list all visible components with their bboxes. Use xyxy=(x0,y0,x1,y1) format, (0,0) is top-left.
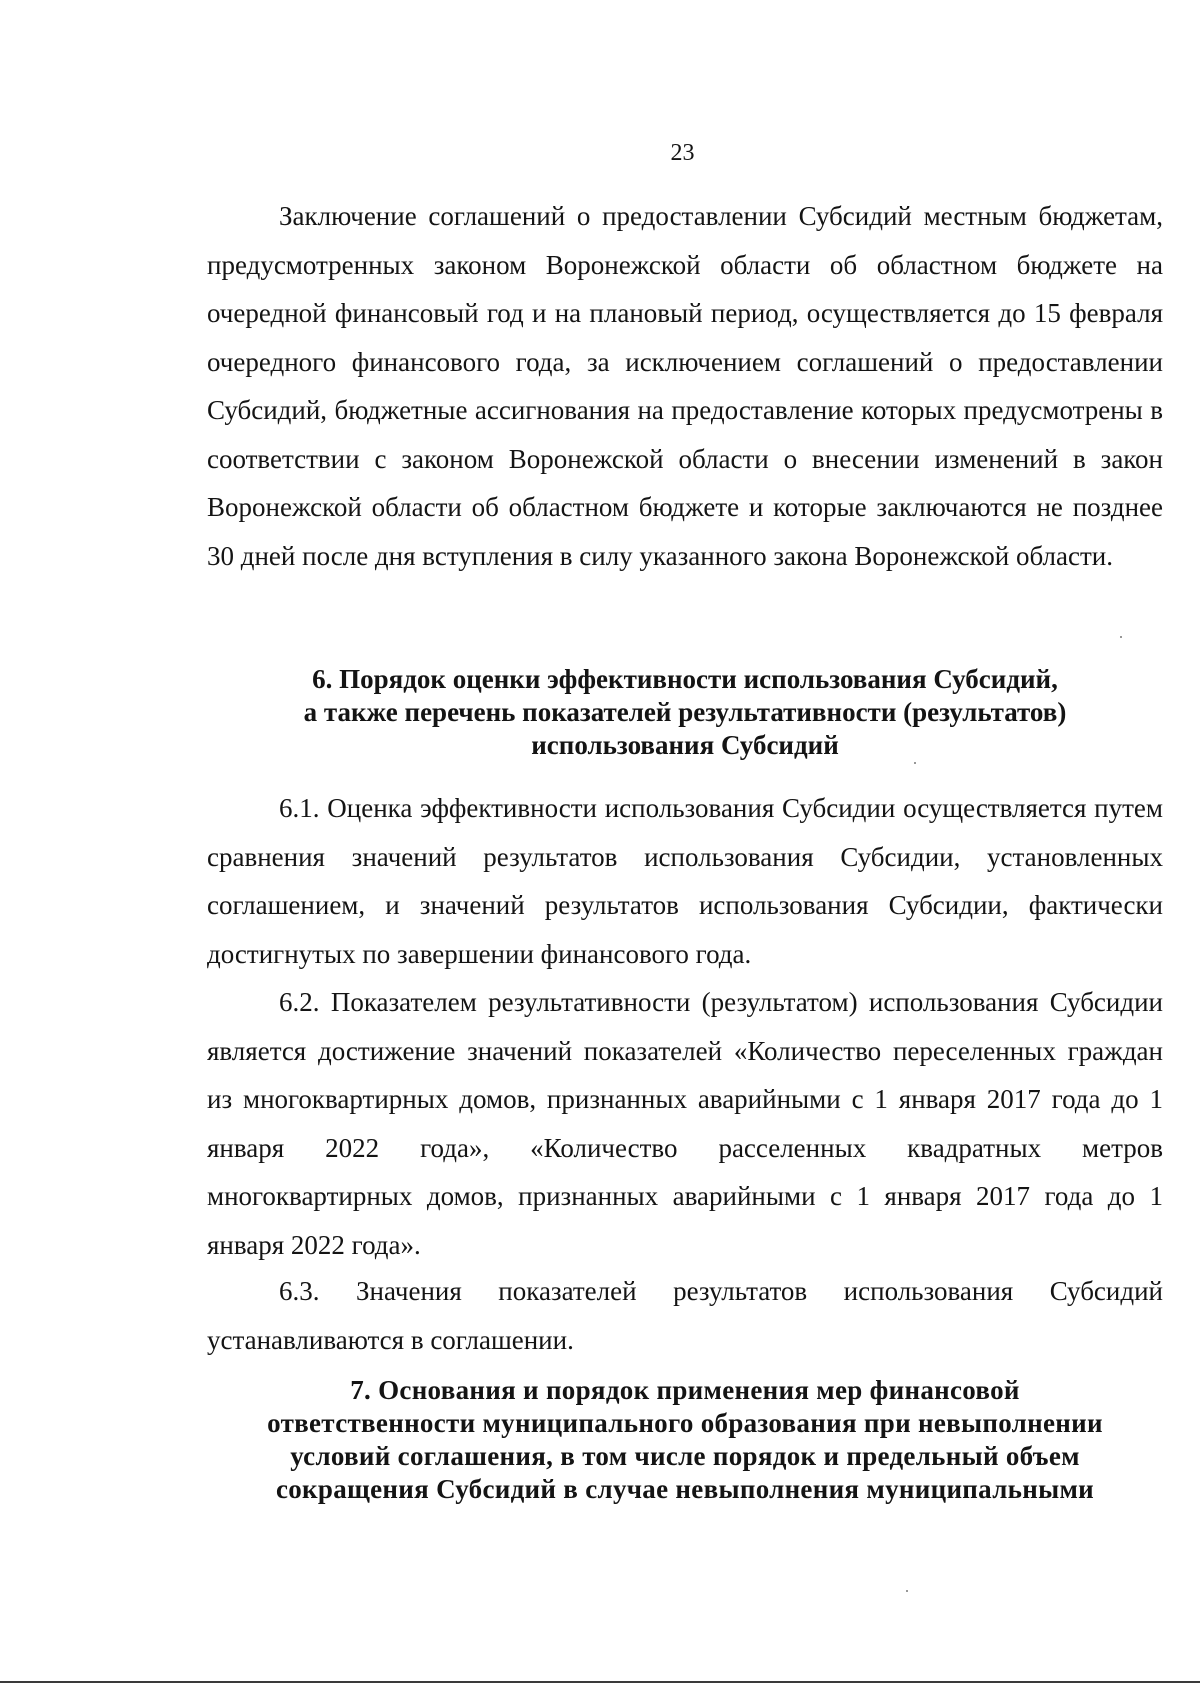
paragraph-6-2 xyxy=(207,978,1163,1269)
paragraph-6-1-text: 6.1. Оценка эффективности использования Субсидии осуществляется путем сравнения значений результатов использования Субсидии, установленных соглашением, и значений результатов использования Субсидии, фактически достигнутых по завершении финансового года. xyxy=(207,793,1163,969)
paragraph-6-2-text: 6.2. Показателем результативности (результатом) использования Субсидии является достижение значений показателей «Количество переселенных граждан из многоквартирных домов, признанных аварийными с 1 января 2017 года до 1 января 2022 года», «Количество расселенных квадратных метров многоквартирных домов, признанных аварийными с 1 января 2017 года до 1 января 2022 года». xyxy=(207,987,1163,1260)
scan-speck xyxy=(914,762,916,764)
page-number: 23 xyxy=(670,140,695,166)
paragraph-6-1 xyxy=(207,784,1163,978)
section-7-heading-line: условий соглашения, в том числе порядок и предельный объем xyxy=(290,1441,1080,1471)
section-6-heading-line: использования Субсидий xyxy=(531,730,839,760)
scan-speck xyxy=(1120,636,1122,638)
scan-speck xyxy=(906,1590,908,1592)
paragraph-intro xyxy=(207,192,1163,580)
scan-bottom-edge xyxy=(0,1681,1200,1683)
paragraph-intro-text: Заключение соглашений о предоставлении Субсидий местным бюджетам, предусмотренных законом Воронежской области об областном бюджете на очередной финансовый год и на плановый период, осуществляется до 15 февраля очередного финансового года, за исключением соглашений о предоставлении Субсидий, бюджетные ассигнования на предоставление которых предусмотрены в соответствии с законом Воронежской области о внесении изменений в закон Воронежской области об областном бюджете и которые заключаются не позднее 30 дней после дня вступления в силу указанного закона Воронежской области. xyxy=(207,201,1163,571)
section-7-heading-line: ответственности муниципального образования при невыполнении xyxy=(267,1408,1103,1438)
paragraph-6-3 xyxy=(207,1267,1163,1364)
section-6-heading-line: а также перечень показателей результативности (результатов) xyxy=(303,697,1067,727)
section-6-heading-line: 6. Порядок оценки эффективности использования Субсидий, xyxy=(312,664,1058,694)
section-6-heading xyxy=(207,663,1163,762)
paragraph-6-3-text: 6.3. Значения показателей результатов использования Субсидий устанавливаются в соглашении. xyxy=(207,1276,1163,1355)
section-7-heading xyxy=(207,1374,1163,1506)
section-7-heading-line: сокращения Субсидий в случае невыполнения муниципальными xyxy=(275,1474,1095,1504)
section-7-heading-line: 7. Основания и порядок применения мер финансовой xyxy=(350,1375,1020,1405)
